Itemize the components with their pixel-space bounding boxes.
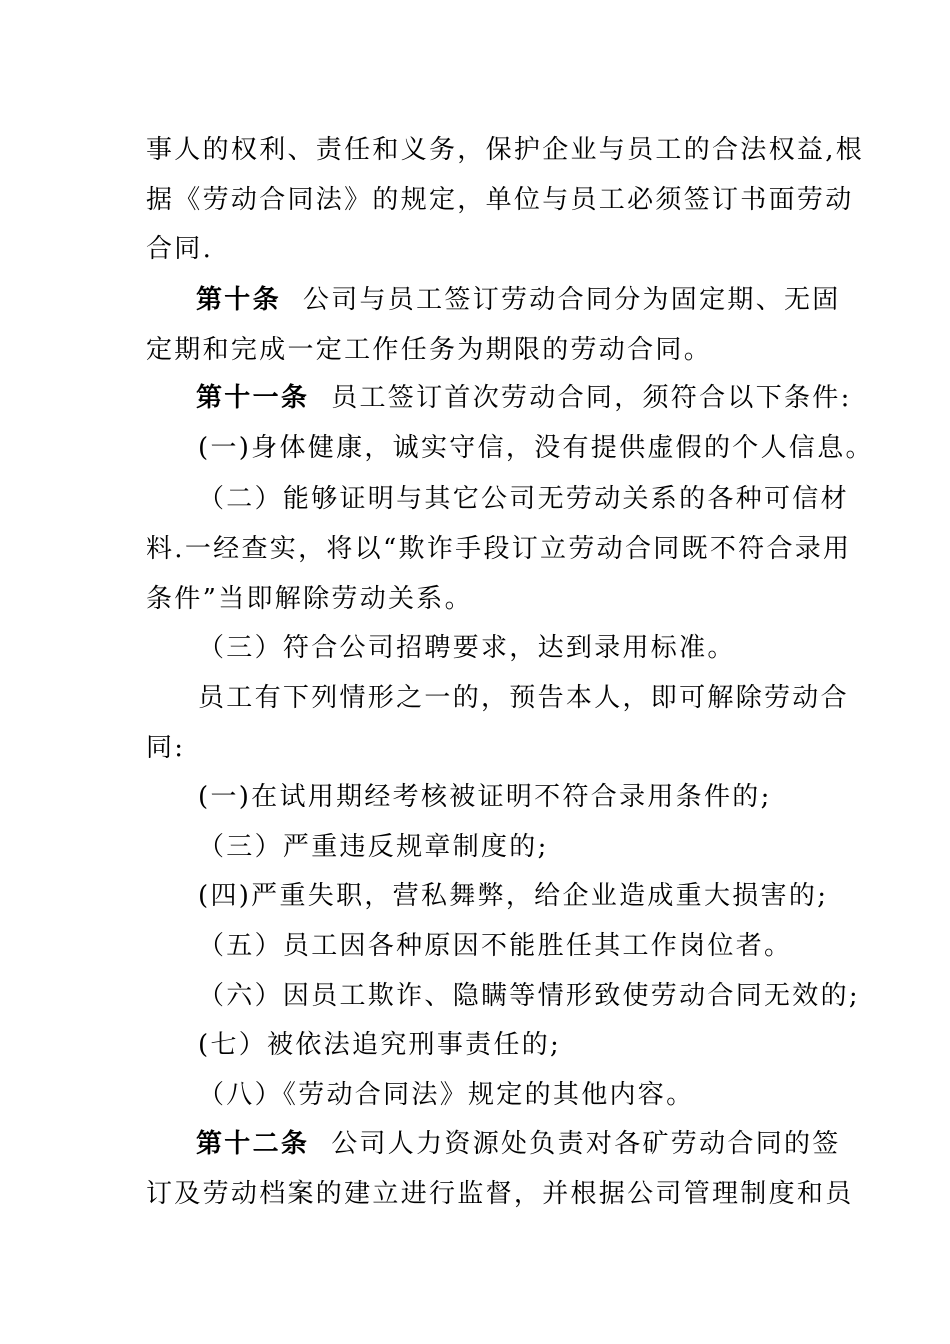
list-item: （五）员工因各种原因不能胜任其工作岗位者。 (198, 931, 793, 961)
list-item: （六）因员工欺诈、隐瞒等情形致使劳动合同无效的; (198, 981, 860, 1011)
list-item: （三）严重违反规章制度的; (198, 832, 549, 862)
article-heading: 第十一条 (196, 383, 310, 413)
paragraph-line: 料.一经查实，将以“欺诈手段订立劳动合同既不符合录用 (146, 534, 852, 564)
paragraph-line: 据《劳动合同法》的规定，单位与员工必须签订书面劳动 (146, 185, 854, 215)
list-item: (一)在试用期经考核被证明不符合录用条件的; (198, 782, 772, 812)
paragraph-line: 员工有下列情形之一的，预告本人，即可解除劳动合 (198, 683, 849, 713)
paragraph-text: 公司人力资源处负责对各矿劳动合同的签 (331, 1129, 841, 1159)
paragraph-line: 合同. (146, 234, 214, 264)
list-item: (一)身体健康，诚实守信，没有提供虚假的个人信息。 (198, 433, 874, 463)
article-11-first-line (196, 382, 852, 414)
article-12-first-line (196, 1128, 841, 1160)
article-heading: 第十二条 (196, 1129, 310, 1159)
list-item: （八）《劳动合同法》规定的其他内容。 (198, 1080, 695, 1110)
article-heading: 第十条 (196, 285, 281, 315)
paragraph-line: 定期和完成一定工作任务为期限的劳动合同。 (146, 335, 713, 365)
paragraph-line: 订及劳动档案的建立进行监督，并根据公司管理制度和员 (146, 1179, 854, 1209)
list-item: （二）能够证明与其它公司无劳动关系的各种可信材 (198, 484, 849, 514)
paragraph-text: 员工签订首次劳动合同，须符合以下条件: (331, 383, 852, 413)
paragraph-text: 公司与员工签订劳动合同分为固定期、无固 (302, 285, 841, 315)
article-10-first-line (196, 284, 841, 316)
paragraph-line: 事人的权利、责任和义务，保护企业与员工的合法权益,根 (146, 135, 865, 165)
list-item: (四)严重失职，营私舞弊，给企业造成重大损害的; (198, 881, 829, 911)
paragraph-line: 条件”当即解除劳动关系。 (146, 584, 473, 614)
list-item: （三）符合公司招聘要求，达到录用标准。 (198, 633, 736, 663)
paragraph-line: 同: (146, 733, 186, 763)
list-item: (七）被依法追究刑事责任的; (198, 1030, 562, 1060)
